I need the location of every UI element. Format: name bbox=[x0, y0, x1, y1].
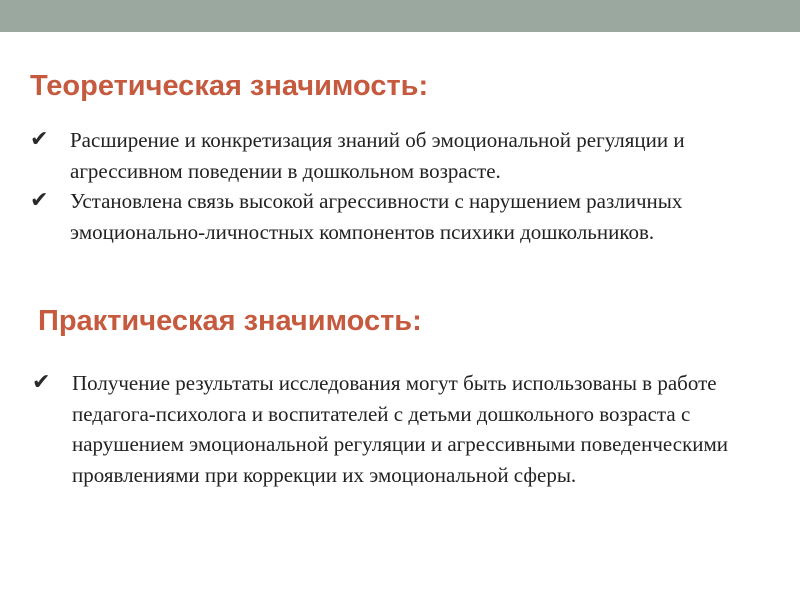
check-icon: ✔ bbox=[30, 127, 49, 152]
check-icon: ✔ bbox=[30, 188, 49, 213]
header-bar bbox=[0, 0, 800, 32]
list-item bbox=[30, 186, 770, 247]
list-item-text: Расширение и конкретизация знаний об эмоциональной регуляции и агрессивном поведении в дошкольном возрасте. bbox=[70, 128, 685, 183]
practice-list bbox=[32, 368, 780, 490]
list-item-text: Получение результаты исследования могут быть использованы в работе педагога-психолога и воспитателей с детьми дошкольного возраста с нарушением эмоциональной регуляции и агрессивными поведенческими проявлениями при коррекции их эмоциональной сферы. bbox=[72, 371, 729, 487]
list-item-text: Установлена связь высокой агрессивности с нарушением различных эмоционально-личностных компонентов психики дошкольников. bbox=[70, 189, 683, 244]
list-item bbox=[32, 368, 780, 490]
theory-title: Теоретическая значимость: bbox=[30, 70, 429, 102]
theory-list bbox=[30, 125, 770, 247]
list-item bbox=[30, 125, 770, 186]
check-icon: ✔ bbox=[32, 370, 51, 395]
practice-title: Практическая значимость: bbox=[38, 305, 422, 337]
